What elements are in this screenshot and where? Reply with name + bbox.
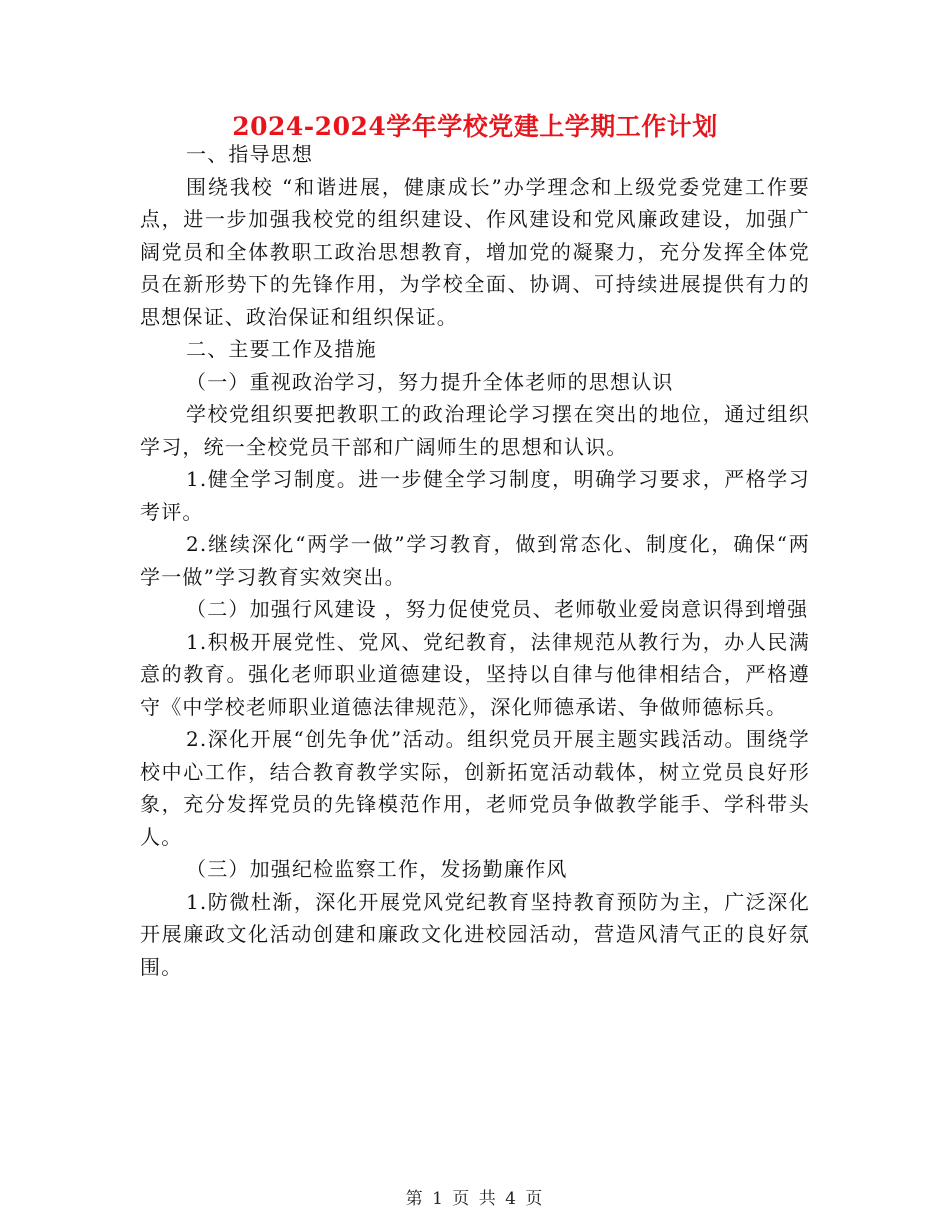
list-item-prevention: 1.防微杜渐，深化开展党风党纪教育坚持教育预防为主，广泛深化开展廉政文化活动创建和廉政文化进校园活动，营造风清气正的良好氛围。 [140, 889, 810, 979]
paragraph-guiding-thought: 围绕我校 “和谐进展，健康成长”办学理念和上级党委党建工作要点，进一步加强我校党的组织建设、作风建设和党风廉政建设，加强广阔党员和全体教职工政治思想教育，增加党的凝聚力，充分发挥全体党员在新形势下的先锋作用，为学校全面、协调、可持续进展提供有力的思想保证、政治保证和组织保证。 [140, 174, 810, 329]
subsection-heading-conduct: （二）加强行风建设 ，努力促使党员、老师敬业爱岗意识得到增强 [186, 597, 809, 621]
document-body [140, 138, 810, 983]
list-item-party-education: 1.积极开展党性、党风、党纪教育，法律规范从教行为，办人民满意的教育。强化老师职业道德建设，坚持以自律与他律相结合，严格遵守《中学校老师职业道德法律规范》，深化师德承诺、争做师德标兵。 [140, 629, 810, 719]
section-heading-main-work: 二、主要工作及措施 [186, 337, 377, 361]
document-title: 2024-2024学年学校党建上学期工作计划 [232, 112, 718, 141]
subsection-heading-discipline: （三）加强纪检监察工作，发扬勤廉作风 [186, 857, 568, 881]
list-item-study-system: 1.健全学习制度。进一步健全学习制度，明确学习要求，严格学习考评。 [140, 467, 810, 524]
list-item-excellence-activity: 2.深化开展“创先争优”活动。组织党员开展主题实践活动。围绕学校中心工作，结合教育教学实际，创新拓宽活动载体，树立党员良好形象，充分发挥党员的先锋模范作用，老师党员争做教学能手、学科带头人。 [140, 727, 810, 849]
section-heading-guiding-thought: 一、指导思想 [186, 142, 314, 166]
subsection-heading-political-study: （一）重视政治学习，努力提升全体老师的思想认识 [186, 369, 674, 394]
list-item-two-studies: 2.继续深化“两学一做”学习教育，做到常态化、制度化，确保“两学一做”学习教育实效突出。 [140, 532, 810, 589]
page-footer: 第 1 页 共 4 页 [405, 1189, 545, 1209]
paragraph-political-study: 学校党组织要把教职工的政治理论学习摆在突出的地位，通过组织学习，统一全校党员干部和广阔师生的思想和认识。 [140, 402, 810, 459]
